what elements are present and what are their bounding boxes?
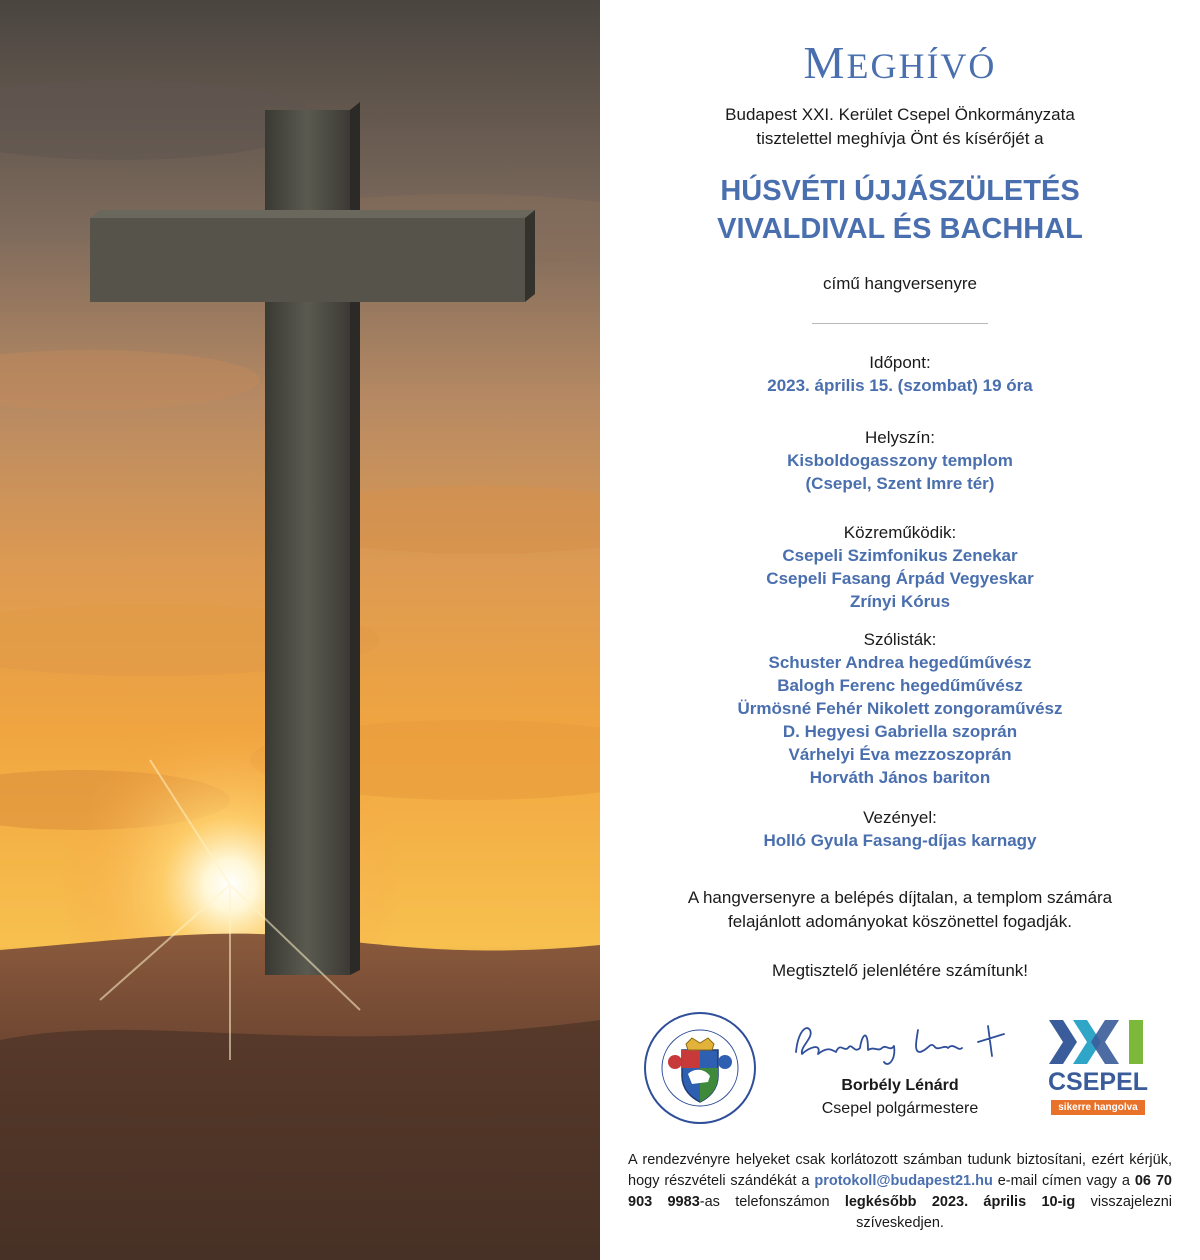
event-title [600, 172, 1200, 248]
crest-icon [642, 1010, 758, 1126]
section-szolistak [600, 628, 1200, 789]
idopont-value: 2023. április 15. (szombat) 19 óra [767, 376, 1033, 395]
xxi-csepel-logo [1045, 1018, 1151, 1118]
footer-text-1: A rendezvényre helyeket csak korlátozott számban tudunk biztosítani, ezért kérjük, hogy részvételi szándékát a [628, 1152, 1172, 1189]
footer-text-4: visszajelezni szíveskedjen. [856, 1194, 1172, 1231]
kozremukodik-value-2: Csepeli Fasang Árpád Vegyeskar [766, 569, 1034, 588]
title-rest: EGHÍVÓ [846, 46, 997, 86]
entry-note-line-1: A hangversenyre a belépés díjtalan, a templom számára [687, 888, 1113, 907]
section-helyszin [600, 426, 1200, 495]
closing-line: Megtisztelő jelenlétére számítunk! [771, 961, 1029, 980]
szolistak-label: Szólisták: [863, 630, 937, 649]
intro-line-1: Budapest XXI. Kerület Csepel Önkormányzata [725, 105, 1075, 124]
helyszin-value-2: (Csepel, Szent Imre tér) [805, 474, 995, 493]
intro-line-2: tisztelettel meghívja Önt és kísérőjét a [756, 129, 1044, 148]
invitation-panel [600, 0, 1200, 1260]
entry-note [600, 886, 1200, 934]
event-title-line-1: HÚSVÉTI ÚJJÁSZÜLETÉS [720, 175, 1080, 207]
footer-text-3: -as telefonszámon [699, 1194, 845, 1210]
section-vezenyel [600, 806, 1200, 852]
footer-text-2: e-mail címen vagy a [992, 1173, 1135, 1189]
mayor-signature [788, 1012, 1018, 1077]
intro-text [600, 103, 1200, 151]
entry-note-line-2: felajánlott adományokat köszönettel fogadják. [727, 912, 1072, 931]
kozremukodik-label: Közreműködik: [843, 523, 957, 542]
rsvp-email-link[interactable]: protokoll@budapest21.hu [814, 1173, 993, 1189]
divider [812, 323, 988, 324]
szolista-6: Horváth János bariton [809, 768, 991, 787]
title-initial: M [803, 37, 847, 88]
event-title-line-2: VIVALDIVAL ÉS BACHHAL [717, 213, 1083, 245]
signature-graphic [788, 1012, 1018, 1072]
signer-block [760, 1074, 1040, 1120]
helyszin-value-1: Kisboldogasszony templom [787, 451, 1013, 470]
vezenyel-label: Vezényel: [863, 808, 937, 827]
section-idopont [600, 351, 1200, 397]
csepel-crest-logo [642, 1010, 758, 1131]
idopont-label: Időpont: [869, 353, 931, 372]
szolista-4: D. Hegyesi Gabriella szoprán [782, 722, 1018, 741]
section-kozremukodik [600, 521, 1200, 613]
event-subtitle: című hangversenyre [822, 274, 978, 293]
szolista-5: Várhelyi Éva mezzoszoprán [788, 745, 1012, 764]
invitation-title [600, 36, 1200, 89]
rsvp-footer [628, 1150, 1172, 1234]
vezenyel-value: Holló Gyula Fasang-díjas karnagy [763, 831, 1037, 850]
signer-role: Csepel polgármestere [821, 1100, 979, 1117]
signer-name: Borbély Lénárd [841, 1077, 959, 1094]
szolista-3: Ürmösné Fehér Nikolett zongoraművész [737, 699, 1063, 718]
xxi-logo-icon [1045, 1018, 1151, 1068]
rsvp-deadline: legkésőbb 2023. április 10-ig [844, 1194, 1076, 1210]
kozremukodik-value-1: Csepeli Szimfonikus Zenekar [782, 546, 1018, 565]
rsvp-phone: 06 70 903 9983 [628, 1173, 1172, 1210]
brand-tagline: sikerre hangolva [1051, 1100, 1145, 1115]
brand-word: CSEPEL [1047, 1068, 1149, 1096]
szolista-1: Schuster Andrea hegedűművész [768, 653, 1032, 672]
helyszin-label: Helyszín: [865, 428, 935, 447]
szolista-2: Balogh Ferenc hegedűművész [777, 676, 1023, 695]
kozremukodik-value-3: Zrínyi Kórus [849, 592, 951, 611]
